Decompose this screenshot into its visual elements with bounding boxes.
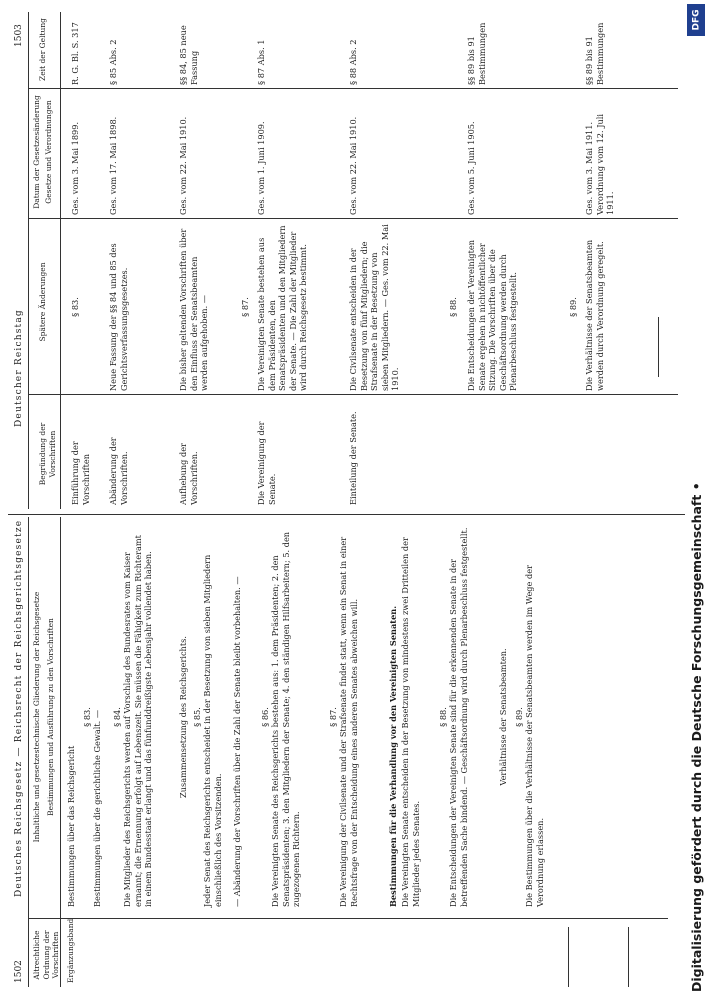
left-row-heading: Verhältnisse der Senatsbeamten. xyxy=(498,648,508,786)
right-col-header-3b: Gesetze und Verordnungen xyxy=(44,100,53,204)
right-row-c2: Die Entscheidungen der Vereinigten Senate ergehen in nichtöffentlicher Sitzung. Die Vorschriften über die Geschäftsordnung werden durch Plenarbeschluss festgestellt. xyxy=(466,240,518,391)
right-row-c1: Aufhebung der Vorschriften. xyxy=(178,443,199,505)
dfg-notice: Digitalisierung gefördert durch die Deutsche Forschungsgemeinschaft • xyxy=(689,482,704,992)
right-row-c4: §§ 84, 85 neue Fassung xyxy=(178,25,199,85)
left-row-heading: § 87. xyxy=(328,707,338,727)
left-row-heading: § 88. xyxy=(438,707,448,727)
running-head-left: Deutsches Reichsgesetz — Reichsrecht der Reichsgerichtsgesetze xyxy=(14,519,24,897)
page-divider xyxy=(8,514,688,515)
right-row-c2: § 87. xyxy=(240,297,250,317)
right-row-c2: § 88. xyxy=(448,297,458,317)
right-row-c3: Ges. vom 3. Mai 1899. xyxy=(70,121,80,215)
left-row-heading: § 86. xyxy=(260,707,270,727)
right-row-c3: Ges. vom 5. Juni 1905. xyxy=(466,121,476,215)
right-row-c2: Die Vereinigten Senate bestehen aus dem Präsidenten, den Senatspräsidenten und den Mitgliedern der Senate. — Die Zahl der Mitglieder wird durch Reichsgesetz bestimmt. xyxy=(256,225,308,391)
rule xyxy=(628,927,629,987)
right-row-c3: Ges. vom 17. Mai 1898. xyxy=(108,116,118,215)
right-row-c3: Ges. vom 1. Juni 1909. xyxy=(256,121,266,215)
right-row-c4: §§ 89 bis 91 Bestimmungen xyxy=(584,22,605,85)
rule xyxy=(28,517,29,987)
dfg-logo-icon xyxy=(687,4,705,36)
right-row-c2: Die Civilsenate entscheiden in der Besetzung von fünf Mitgliedern; die Strafsenate in der Besetzung von sieben Mitgliedern. — Ges. vom 22. Mai 1910. xyxy=(348,224,400,391)
right-row-c4: § 85 Abs. 2 xyxy=(108,39,118,85)
right-row-c2: Die Verhältnisse der Senatsbeamten werden durch Verordnung geregelt. xyxy=(584,239,605,391)
dfg-logo-text: DFG xyxy=(691,9,702,31)
left-row-text: Die Vereinigten Senate entscheiden in der Besetzung von mindestens zwei Dritteilen der Mitglieder jedes Senates. xyxy=(400,537,421,907)
rule xyxy=(60,12,61,509)
right-col-header-3: Datum der Gesetzesänderung xyxy=(32,95,41,209)
right-row-c1: Die Vereinigung der Senate. xyxy=(256,421,277,505)
left-row-heading: § 89. xyxy=(514,707,524,727)
left-row-heading: § 85. xyxy=(192,707,202,727)
right-row-c1: Einteilung der Senate. xyxy=(348,411,358,505)
dfg-strip xyxy=(685,0,707,1000)
right-row-c3: Ges. vom 3. Mai 1911. Verordnung vom 12. Juli 1911. xyxy=(584,113,615,215)
right-row-c3: Ges. vom 22. Mai 1910. xyxy=(348,116,358,215)
left-row-text: Die Vereinigten Senate des Reichsgerichts bestehen aus: 1. dem Präsidenten; 2. den Senatspräsidenten; 3. den Mitgliedern der Senate; 4. den ständigen Hilfsarbeitern; 5. den zugezogenen Richtern. xyxy=(270,531,301,907)
left-row-text: Bestimmungen über das Reichsgericht xyxy=(66,745,76,907)
right-row-c2: § 89. xyxy=(568,297,578,317)
left-row-text: Die Mitglieder des Reichsgerichts werden auf Vorschlag des Bundesrates vom Kaiser ernannt; die Ernennung erfolgt auf Lebenszeit. Sie müssen die Fähigkeit zum Richteramt in einem Bundesstaat erlangt und das fünfunddreißigste Lebensjahr vollendet haben. xyxy=(122,535,153,907)
left-row-text: Die Bestimmungen über die Verhältnisse der Senatsbeamten werden im Wege der Verordnung erlassen. xyxy=(524,565,545,907)
right-row-c1: Einführung der Vorschriften xyxy=(70,441,91,505)
column-divider xyxy=(28,918,668,919)
left-col-header-1: Altrechtliche Ordnung der Vorschriften xyxy=(32,930,61,980)
right-row-c2: Die bisher geltenden Vorschriften über den Einfluss der Senatsbeamten werden aufgehoben. — xyxy=(178,228,209,391)
left-row-text: — Abänderung der Vorschriften über die Zahl der Senate bleibt vorbehalten. — xyxy=(232,576,242,907)
right-row-c4: § 87 Abs. 1 xyxy=(256,39,266,85)
rule xyxy=(28,12,29,509)
right-col-header-1: Begründung der Vorschriften xyxy=(38,422,57,486)
right-col-header-2: Spätere Änderungen xyxy=(38,262,47,342)
left-row-heading: Zusammensetzung des Reichsgerichts. xyxy=(178,636,188,798)
page-number-left: 1502 xyxy=(14,960,24,983)
left-row-heading: § 83. xyxy=(82,707,92,727)
left-row-text: Die Vereinigung der Civilsenate und der Strafsenate findet statt, wenn ein Senat in einer Rechtsfrage von der Entscheidung eines anderen Senates abweichen will. xyxy=(338,536,359,907)
rule xyxy=(568,927,569,987)
left-col-header-2: Inhaltliche und gesetzestechnische Gliederung der Reichsgesetze xyxy=(32,591,41,843)
right-row-c4: §§ 89 bis 91 Bestimmungen xyxy=(466,22,487,85)
page-number-right: 1503 xyxy=(14,24,24,47)
right-row-c2: Neue Fassung der §§ 84 und 85 des Gerichtsverfassungsgesetzes. xyxy=(108,243,129,391)
column-divider xyxy=(28,88,678,89)
right-col-header-4: Zeit der Geltung xyxy=(38,18,47,81)
right-row-c2: § 83. xyxy=(70,297,80,317)
right-row-c4: R. G. Bl. S. 317 xyxy=(70,22,80,85)
left-row-heading: § 84. xyxy=(112,707,122,727)
right-row-c4: § 88 Abs. 2 xyxy=(348,39,358,85)
left-row-text: Bestimmungen über die gerichtliche Gewalt. — xyxy=(92,709,102,907)
rule xyxy=(60,517,61,987)
left-col-header-3: Bestimmungen und Ausführung zu den Vorschriften xyxy=(46,618,55,816)
running-head-right: Deutscher Reichstag xyxy=(14,309,24,427)
left-row-text: Jeder Senat des Reichsgerichts entscheidet in der Besetzung von sieben Mitgliedern einschließlich des Vorsitzenden. xyxy=(202,554,223,907)
right-row-c3: Ges. vom 22. Mai 1910. xyxy=(178,116,188,215)
rule xyxy=(658,317,659,377)
column-divider xyxy=(28,394,678,395)
left-row-heading: Bestimmungen für die Verhandlung vor den Vereinigten Senaten. xyxy=(388,605,398,907)
left-row-side: Ergänzungsband xyxy=(66,918,75,983)
rotated-document xyxy=(8,12,688,987)
column-divider xyxy=(28,218,678,219)
left-row-text: Die Entscheidungen der Vereinigten Senate sind für die erkennenden Senate in der betreffenden Sache bindend. — Geschäftsordnung wird durch Plenarbeschluss festgestellt. xyxy=(448,527,469,907)
right-row-c1: Abänderung der Vorschriften. xyxy=(108,437,129,505)
